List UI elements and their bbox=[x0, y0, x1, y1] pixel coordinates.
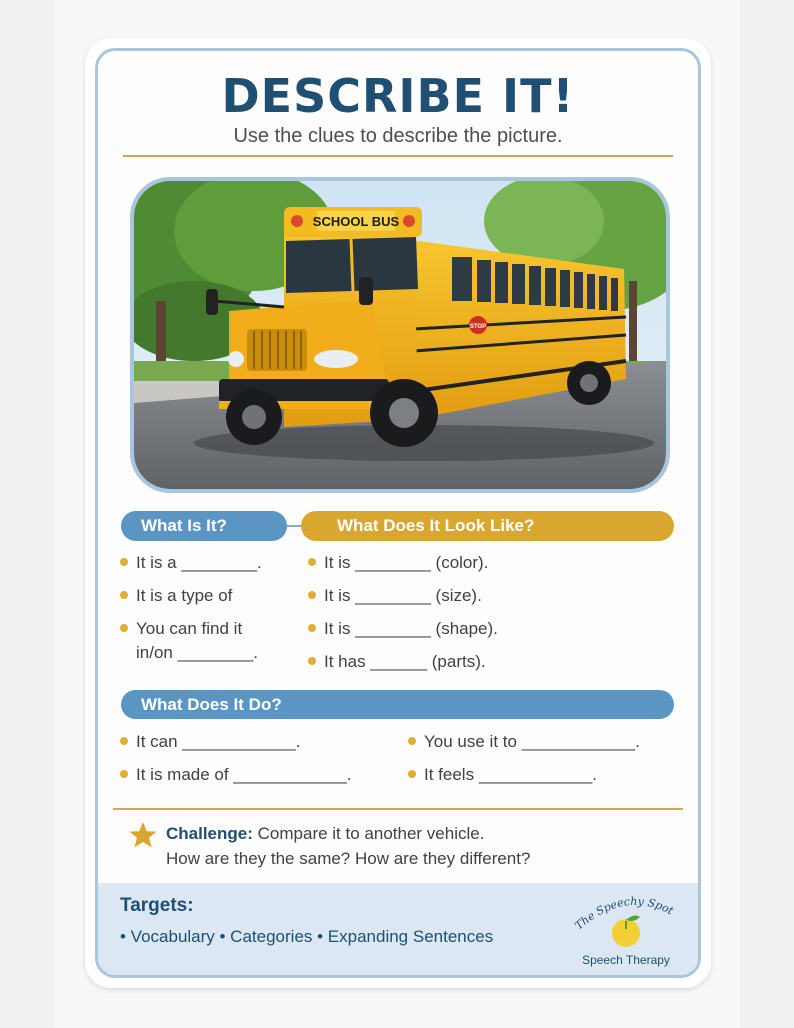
bullet-dot bbox=[408, 770, 416, 778]
header-connector bbox=[287, 525, 301, 527]
list-item: You use it to ____________. bbox=[408, 730, 640, 754]
list-item: It is made of ____________. bbox=[120, 763, 352, 787]
describe-it-card bbox=[85, 38, 711, 988]
school-bus-photo bbox=[130, 177, 670, 493]
list-item: It has ______ (parts). bbox=[308, 650, 486, 674]
list-item: It is ________ (shape). bbox=[308, 617, 498, 641]
card-frame bbox=[95, 48, 701, 978]
bus-sign-text: SCHOOL BUS bbox=[312, 214, 400, 229]
bullet-dot bbox=[308, 558, 316, 566]
bullet-dot bbox=[120, 591, 128, 599]
what-does-it-do-header: What Does It Do? bbox=[121, 690, 674, 719]
targets-list: • Vocabulary • Categories • Expanding Sentences bbox=[120, 927, 494, 946]
page-subtitle: Use the clues to describe the picture. bbox=[233, 125, 563, 147]
bottom-divider bbox=[113, 808, 683, 810]
what-does-it-look-like-header: What Does It Look Like? bbox=[301, 511, 674, 541]
top-divider bbox=[123, 155, 673, 157]
list-item: It is a type of bbox=[120, 584, 232, 608]
list-item: It is ________ (size). bbox=[308, 584, 482, 608]
list-item: It feels ____________. bbox=[408, 763, 597, 787]
bullet-dot bbox=[120, 624, 128, 632]
speechy-spot-logo bbox=[568, 889, 684, 971]
list-item: It is a ________. bbox=[120, 551, 262, 575]
bullet-dot bbox=[120, 770, 128, 778]
bullet-dot bbox=[120, 558, 128, 566]
list-item: You can find it bbox=[120, 617, 242, 641]
what-is-it-header: What Is It? bbox=[121, 511, 287, 541]
bullet-dot bbox=[308, 624, 316, 632]
bullet-dot bbox=[308, 591, 316, 599]
list-item: It can ____________. bbox=[120, 730, 300, 754]
list-item-continuation: in/on ________. bbox=[136, 643, 258, 662]
challenge-line-2: How are they the same? How are they different? bbox=[166, 849, 531, 868]
targets-section bbox=[98, 883, 698, 975]
bullet-dot bbox=[308, 657, 316, 665]
page-title: DESCRIBE IT! bbox=[221, 69, 575, 123]
challenge-label: Challenge: bbox=[166, 824, 253, 843]
stop-sign-text: STOP bbox=[469, 324, 487, 330]
bullet-dot bbox=[408, 737, 416, 745]
school-bus-illustration bbox=[134, 181, 666, 489]
star-icon bbox=[128, 821, 158, 849]
challenge-line-1: Challenge: Compare it to another vehicle. bbox=[166, 824, 485, 843]
list-item: It is ________ (color). bbox=[308, 551, 488, 575]
logo-name: The Speechy Spot bbox=[572, 894, 676, 933]
targets-title: Targets: bbox=[120, 895, 194, 916]
logo-mark bbox=[568, 889, 684, 953]
logo-subtitle: Speech Therapy bbox=[582, 953, 670, 967]
bullet-dot bbox=[120, 737, 128, 745]
